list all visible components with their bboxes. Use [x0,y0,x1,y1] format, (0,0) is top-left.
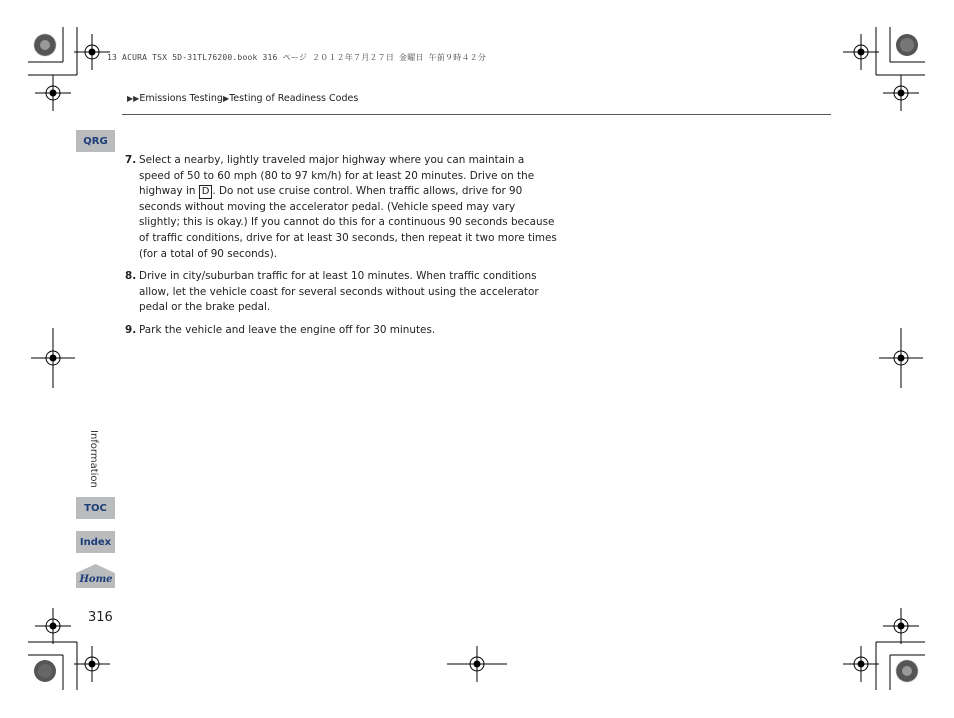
breadcrumb-section-link[interactable]: Emissions Testing [139,93,223,104]
list-item [125,153,557,262]
gear-d-indicator: D [199,185,213,199]
home-label: Home [79,574,113,585]
step-number: 8. [125,270,137,283]
step-text: Drive in city/suburban traffic for at least 10 minutes. When traffic conditions allow, let the vehicle coast for several seconds without using the accelerator pedal or the brake pedal. [139,270,539,314]
list-item [125,323,557,339]
step-number: 9. [125,323,137,336]
breadcrumb-arrow-icon: ▶ [222,94,230,103]
home-icon [76,564,115,588]
page-number: 316 [88,610,113,625]
step-text: Select a nearby, lightly traveled major highway where you can maintain a speed of 50 to 60 mph (80 to 97 km/h) for at least 20 minutes. Drive on the highway in D . Do not use cruise control. When traffic allows, drive for 90 seconds without moving the accelerator pedal. (Vehicle speed may vary slightly; this is okay.) If you cannot do this for a continuous 90 seconds because of traffic conditions, drive for at least 30 seconds, then repeat it two more times (for a total of 90 seconds). [139,154,557,260]
list-item [125,269,557,316]
section-side-label: Information [88,430,99,488]
print-job-header: 13 ACURA TSX 5D-31TL76200.book 316 ページ ２０１２年７月２７日 金曜日 午前９時４２分 [107,53,487,62]
header-divider [122,114,831,115]
step-number: 7. [125,154,137,166]
breadcrumb [127,93,358,104]
breadcrumb-double-arrow-icon: ▶▶ [127,94,140,103]
index-button[interactable]: Index [76,531,115,553]
breadcrumb-topic: Testing of Readiness Codes [229,93,359,104]
procedure-steps [125,153,557,346]
step-text: Park the vehicle and leave the engine off for 30 minutes. [139,323,436,336]
home-button[interactable] [76,564,115,588]
qrg-button[interactable]: QRG [76,130,115,152]
toc-button[interactable]: TOC [76,497,115,519]
